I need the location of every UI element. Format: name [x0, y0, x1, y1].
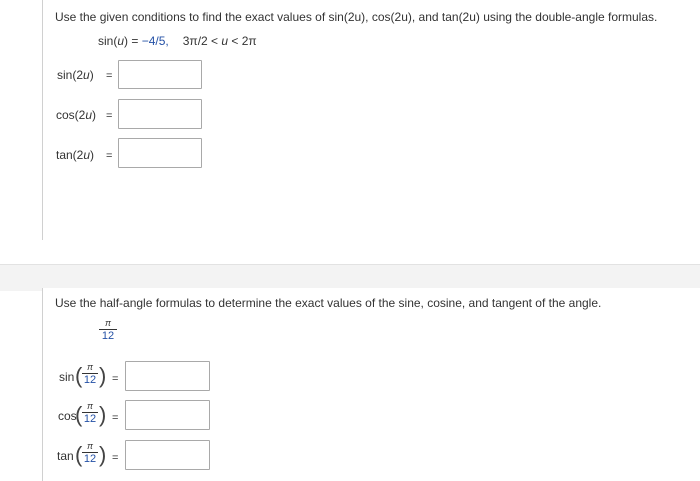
- question-part-2: [42, 288, 700, 481]
- sin2u-equals: =: [106, 70, 113, 82]
- cos2u-answer-input[interactable]: [118, 99, 202, 129]
- cos2u-var: u: [85, 108, 93, 122]
- sin-half-den: 12: [83, 374, 97, 386]
- given-range-a: 3π/2 <: [182, 34, 222, 48]
- given-sin-label: sin(: [98, 34, 118, 48]
- given-conditions: [98, 34, 257, 48]
- sin-half-num: π: [86, 362, 94, 372]
- sin2u-fn: sin(2: [57, 68, 84, 82]
- sin-half-equals: =: [112, 373, 119, 385]
- cos2u-fn: cos(2: [56, 108, 86, 122]
- tan-half-num: π: [86, 441, 94, 451]
- cos2u-close: ): [92, 108, 97, 122]
- sin-half-fn: sin: [59, 370, 75, 384]
- tan-half-den: 12: [83, 453, 97, 465]
- cos-half-equals: =: [112, 412, 119, 424]
- cos-half-answer-input[interactable]: [125, 400, 210, 430]
- given-sin-value: −4/5,: [141, 34, 169, 48]
- part2-prompt: Use the half-angle formulas to determine the exact values of the sine, cosine, and tangent of the angle.: [55, 296, 602, 310]
- section-separator: [0, 264, 700, 291]
- given-range-u: u: [221, 34, 229, 48]
- tan2u-fn: tan(2: [56, 148, 84, 162]
- tan2u-var: u: [83, 148, 91, 162]
- angle-numerator: π: [104, 318, 112, 328]
- cos-half-fraction: [82, 401, 98, 425]
- sin-half-answer-input[interactable]: [125, 361, 210, 391]
- sin2u-close: ): [89, 68, 94, 82]
- tan-half-answer-input[interactable]: [125, 440, 210, 470]
- given-range-b: < 2π: [228, 34, 257, 48]
- cos-half-num: π: [86, 401, 94, 411]
- given-u: u: [117, 34, 125, 48]
- tan2u-equals: =: [106, 150, 113, 162]
- cos2u-equals: =: [106, 110, 113, 122]
- open-paren: (: [75, 363, 83, 388]
- sin2u-answer-input[interactable]: [118, 60, 202, 89]
- close-paren: ): [99, 363, 107, 388]
- cos2u-label: [56, 108, 96, 122]
- cos-half-fn: cos: [58, 409, 77, 423]
- tan2u-label: [56, 148, 94, 162]
- tan-half-equals: =: [112, 452, 119, 464]
- sin2u-var: u: [83, 68, 90, 82]
- cos-half-den: 12: [83, 413, 97, 425]
- open-paren: (: [75, 402, 83, 427]
- angle-fraction: [99, 318, 117, 342]
- open-paren: (: [75, 442, 83, 467]
- given-close: ) =: [124, 34, 142, 48]
- part1-prompt: Use the given conditions to find the exact values of sin(2u), cos(2u), and tan(2u) using the double-angle formulas.: [55, 10, 658, 24]
- tan-half-fraction: [82, 441, 98, 465]
- question-part-1: [42, 0, 700, 240]
- tan2u-answer-input[interactable]: [118, 138, 202, 168]
- sin2u-label: [57, 68, 94, 82]
- tan-half-fn: tan: [57, 449, 74, 463]
- close-paren: ): [99, 402, 107, 427]
- sin-half-fraction: [82, 362, 98, 386]
- tan2u-close: ): [90, 148, 95, 162]
- close-paren: ): [99, 442, 107, 467]
- angle-denominator: 12: [101, 330, 115, 342]
